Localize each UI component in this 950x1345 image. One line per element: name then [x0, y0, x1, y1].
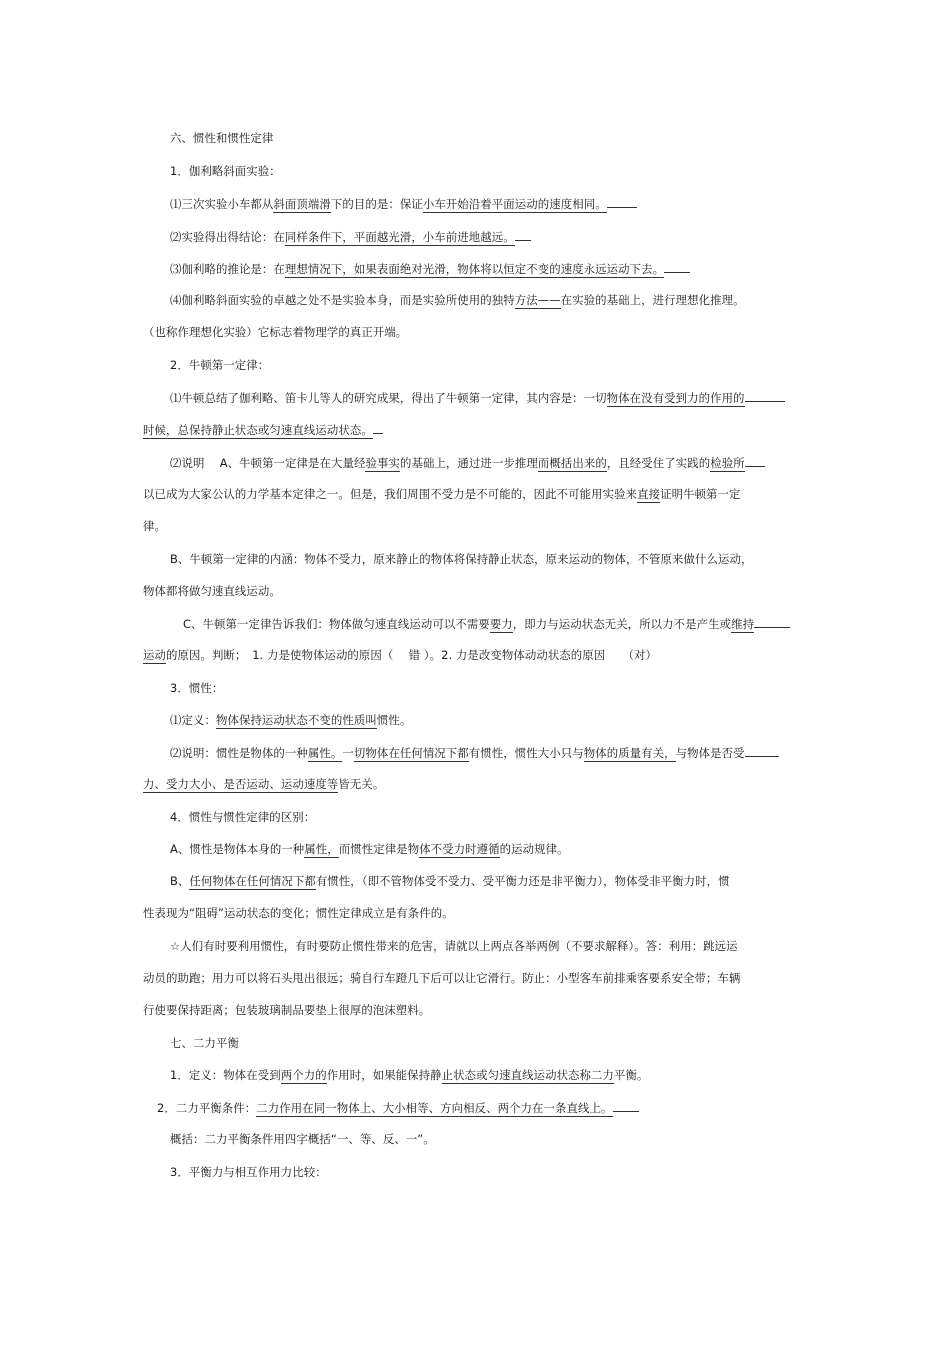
paragraph-balance-comparison: 3．平衡力与相互作用力比较：	[170, 1165, 327, 1179]
paragraph-star-question: ☆人们有时要利用惯性，有时要防止惯性带来的危害，请就以上两点各举两例（不要求解释）。答：利用：跳远运	[170, 939, 738, 953]
paragraph-newton-2-end: 律。	[143, 519, 166, 533]
subheading-newton-first-law: 2．牛顿第一定律：	[170, 358, 270, 372]
paragraph-balance-summary: 概括：二力平衡条件用四字概括“一、等、反、一”。	[170, 1132, 435, 1146]
paragraph-difference-a: A、惯性是物体本身的一种属性，而惯性定律是物体不受力时遵循的运动规律。	[170, 842, 569, 856]
paragraph-galileo-2: ⑵实验得出得结论：在同样条件下，平面越光滑，小车前进地越远。	[170, 228, 531, 245]
answer-blank	[373, 421, 383, 434]
paragraph-balance-conditions: 2．二力平衡条件：二力作用在同一物体上、大小相等、方向相反、两个力在一条直线上。	[157, 1099, 639, 1116]
paragraph-inertia-explanation-cont: 力、受力大小、是否运动、运动速度等皆无关。	[143, 777, 385, 791]
subheading-galileo-experiment: 1．伽利略斜面实验：	[170, 164, 281, 178]
paragraph-star-question-end: 行使要保持距离；包装玻璃制品要垫上很厚的泡沫塑料。	[143, 1003, 431, 1017]
answer-blank	[607, 195, 637, 208]
paragraph-newton-b-cont: 物体都将做匀速直线运动。	[143, 584, 281, 598]
paragraph-newton-c: C、牛顿第一定律告诉我们：物体做匀速直线运动可以不需要要力，即力与运动状态无关，所以力不是产生或维持	[183, 615, 790, 632]
paragraph-inertia-definition: ⑴定义：物体保持运动状态不变的性质叫惯性。	[170, 713, 412, 727]
answer-blank	[745, 389, 785, 402]
paragraph-difference-b: B、任何物体在任何情况下都有惯性，（即不管物体受不受力、受平衡力还是非平衡力），物体受非平衡力时，惯	[170, 874, 730, 888]
paragraph-galileo-4-cont: （也称作理想化实验）它标志着物理学的真正开端。	[143, 325, 408, 339]
section-heading-two-force-balance: 七、二力平衡	[170, 1036, 239, 1050]
paragraph-galileo-4: ⑷伽利略斜面实验的卓越之处不是实验本身，而是实验所使用的独特方法——在实验的基础上，进行理想化推理。	[170, 293, 745, 307]
paragraph-difference-b-cont: 性表现为“阻碍”运动状态的变化；惯性定律成立是有条件的。	[143, 906, 454, 920]
paragraph-newton-1-cont: 时候，总保持静止状态或匀速直线运动状态。	[143, 421, 383, 438]
paragraph-newton-b: B、牛顿第一定律的内涵：物体不受力，原来静止的物体将保持静止状态，原来运动的物体，不管原来做什么运动，	[170, 552, 753, 566]
answer-blank	[754, 615, 790, 628]
paragraph-balance-definition: 1．定义：物体在受到两个力的作用时，如果能保持静止状态或匀速直线运动状态称二力平衡。	[170, 1068, 649, 1082]
answer-blank	[515, 228, 531, 241]
paragraph-star-question-cont: 动员的助跑；用力可以将石头甩出很远；骑自行车蹬几下后可以让它滑行。防止：小型客车前排乘客要系安全带；车辆	[143, 971, 741, 985]
answer-blank	[664, 260, 690, 273]
paragraph-galileo-3: ⑶伽利略的推论是：在理想情况下，如果表面绝对光滑，物体将以恒定不变的速度永远运动下去。	[170, 260, 690, 277]
paragraph-galileo-1: ⑴三次实验小车都从斜面顶端滑下的目的是：保证小车开始沿着平面运动的速度相同。	[170, 195, 637, 212]
section-heading-inertia: 六、惯性和惯性定律	[170, 131, 274, 145]
paragraph-newton-c-cont: 运动的原因。判断； 1. 力是使物体运动的原因（ 错 ）。2. 力是改变物体动动状态的原因 （对）	[143, 648, 658, 662]
answer-blank	[613, 1099, 639, 1112]
paragraph-inertia-explanation: ⑵说明：惯性是物体的一种属性。一切物体在任何情况下都有惯性，惯性大小只与物体的质量有关，与物体是否受	[170, 744, 779, 761]
paragraph-newton-2-cont: 以已成为大家公认的力学基本定律之一。但是，我们周围不受力是不可能的，因此不可能用实验来直接证明牛顿第一定	[143, 487, 741, 501]
subheading-inertia: 3．惯性：	[170, 681, 224, 695]
paragraph-newton-2: ⑵说明 A、牛顿第一定律是在大量经验事实的基础上，通过进一步推理而概括出来的，且经受住了实践的检验所	[170, 454, 765, 471]
subheading-inertia-vs-law: 4．惯性与惯性定律的区别：	[170, 810, 316, 824]
paragraph-newton-1: ⑴牛顿总结了伽利略、笛卡儿等人的研究成果，得出了牛顿第一定律，其内容是：一切物体在没有受到力的作用的	[170, 389, 785, 406]
answer-blank	[745, 454, 765, 467]
answer-blank	[745, 744, 779, 757]
